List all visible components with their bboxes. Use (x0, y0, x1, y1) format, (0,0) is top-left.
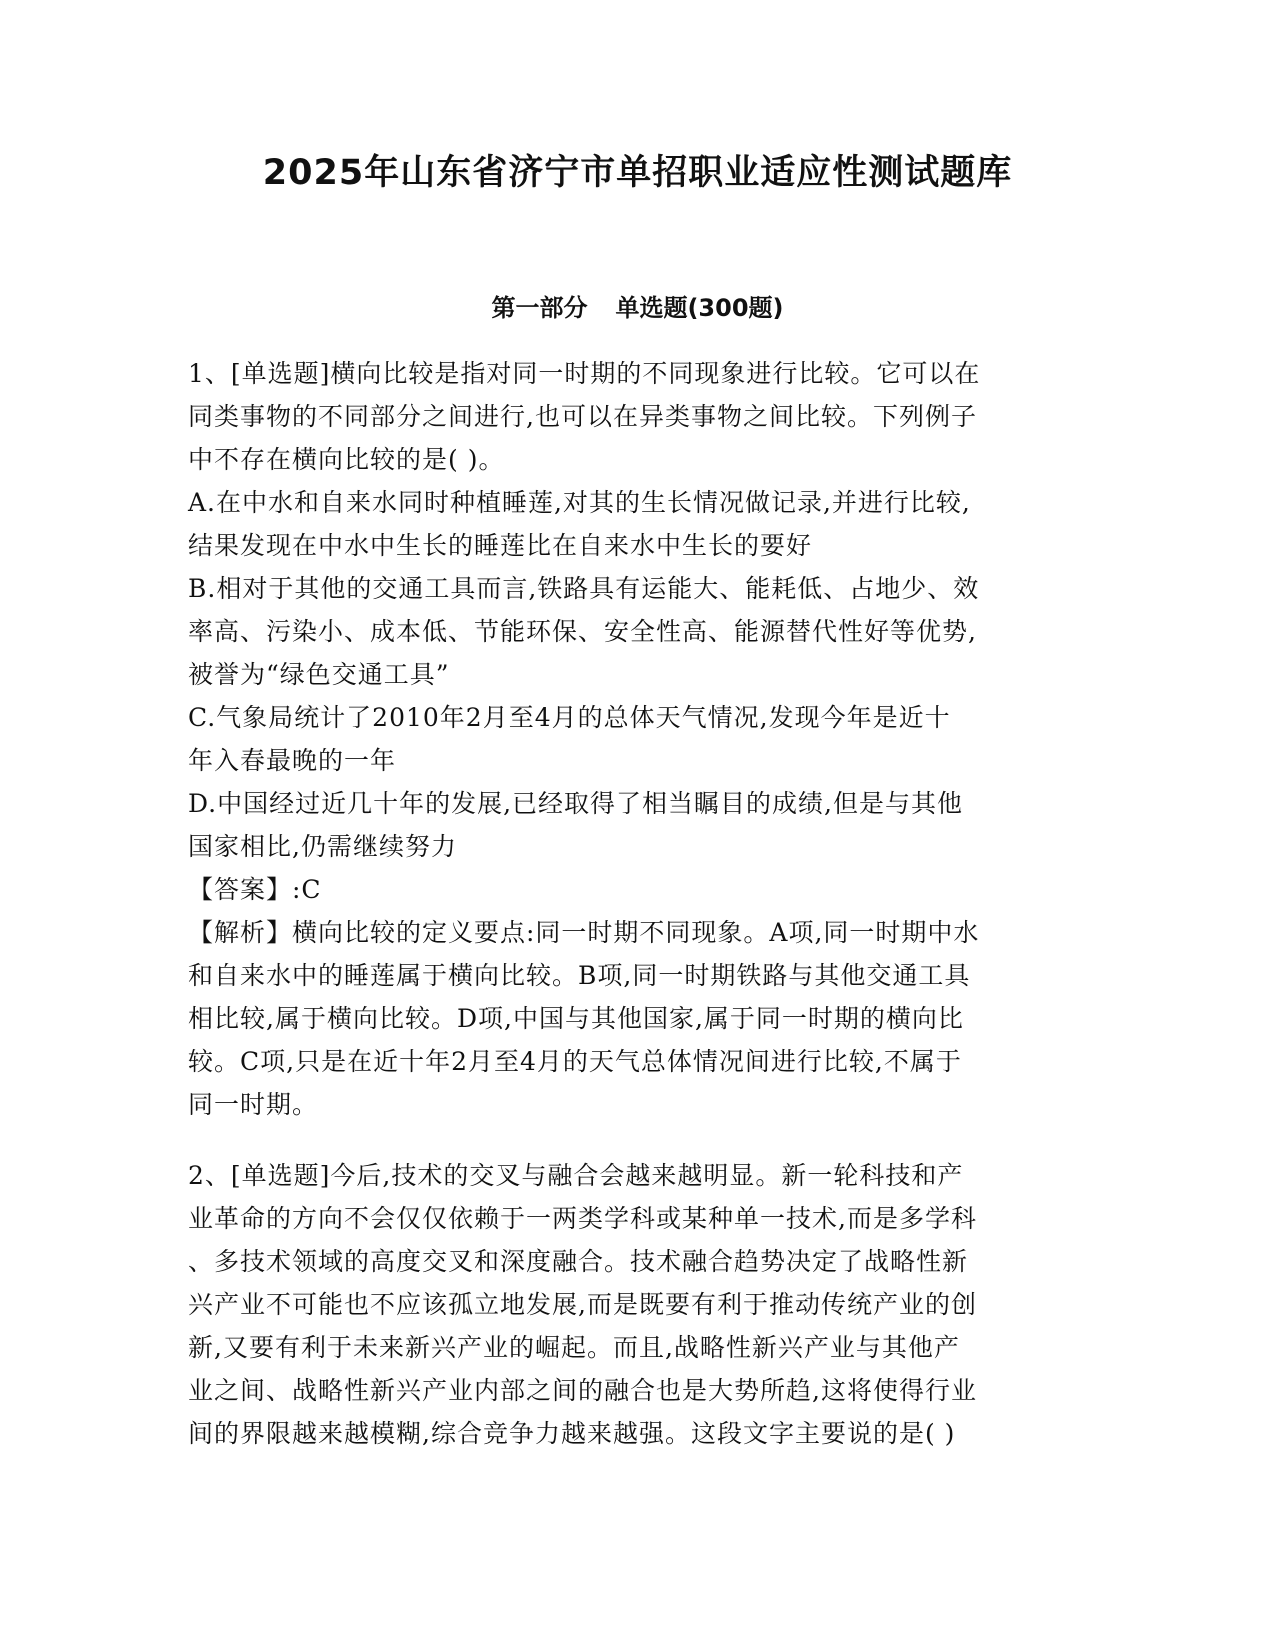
question-1-analysis (188, 911, 1080, 1126)
question-2 (188, 1154, 1080, 1455)
stem-line: 2、[单选题]今后,技术的交叉与融合会越来越明显。新一轮科技和产 (188, 1161, 964, 1190)
question-2-stem (188, 1154, 1080, 1455)
analysis-line: 【解析】横向比较的定义要点:同一时期不同现象。A项,同一时期中水 (188, 918, 980, 947)
option-c-line: 年入春最晚的一年 (188, 746, 397, 775)
stem-line: 兴产业不可能也不应该孤立地发展,而是既要有利于推动传统产业的创 (188, 1290, 977, 1319)
stem-line: 业之间、战略性新兴产业内部之间的融合也是大势所趋,这将使得行业 (188, 1376, 977, 1405)
question-1-stem (188, 352, 1080, 481)
document-title: 2025年山东省济宁市单招职业适应性测试题库 (262, 153, 1013, 193)
stem-line: 、多技术领域的高度交叉和深度融合。技术融合趋势决定了战略性新 (188, 1247, 969, 1276)
option-b-line: 率高、污染小、成本低、节能环保、安全性高、能源替代性好等优势, (188, 617, 977, 646)
analysis-line: 较。C项,只是在近十年2月至4月的天气总体情况间进行比较,不属于 (188, 1047, 962, 1076)
stem-line: 业革命的方向不会仅仅依赖于一两类学科或某种单一技术,而是多学科 (188, 1204, 977, 1233)
option-a-line: A.在中水和自来水同时种植睡莲,对其的生长情况做记录,并进行比较, (188, 488, 971, 517)
analysis-line: 和自来水中的睡莲属于横向比较。B项,同一时期铁路与其他交通工具 (188, 961, 971, 990)
section-name: 单选题(300题) (615, 294, 784, 322)
stem-line: 中不存在横向比较的是( )。 (188, 445, 505, 474)
section-part: 第一部分 (491, 294, 588, 322)
stem-line: 间的界限越来越模糊,综合竞争力越来越强。这段文字主要说的是( ) (188, 1419, 956, 1448)
question-list (188, 352, 1080, 1483)
question-1-options (188, 481, 1080, 868)
option-a-line: 结果发现在中水中生长的睡莲比在自来水中生长的要好 (188, 531, 813, 560)
option-b-line: 被誉为“绿色交通工具” (188, 660, 450, 689)
stem-line: 同类事物的不同部分之间进行,也可以在异类事物之间比较。下列例子 (188, 402, 977, 431)
section-heading (0, 292, 1275, 324)
analysis-line: 同一时期。 (188, 1090, 319, 1119)
stem-line: 1、[单选题]横向比较是指对同一时期的不同现象进行比较。它可以在 (188, 359, 981, 388)
option-b-line: B.相对于其他的交通工具而言,铁路具有运能大、能耗低、占地少、效 (188, 574, 980, 603)
option-d-line: 国家相比,仍需继续努力 (188, 832, 457, 861)
analysis-line: 相比较,属于横向比较。D项,中国与其他国家,属于同一时期的横向比 (188, 1004, 964, 1033)
question-1-answer: 【答案】:C (188, 875, 322, 904)
option-d-line: D.中国经过近几十年的发展,已经取得了相当瞩目的成绩,但是与其他 (188, 789, 963, 818)
option-c-line: C.气象局统计了2010年2月至4月的总体天气情况,发现今年是近十 (188, 703, 951, 732)
question-1 (188, 352, 1080, 1126)
stem-line: 新,又要有利于未来新兴产业的崛起。而且,战略性新兴产业与其他产 (188, 1333, 960, 1362)
